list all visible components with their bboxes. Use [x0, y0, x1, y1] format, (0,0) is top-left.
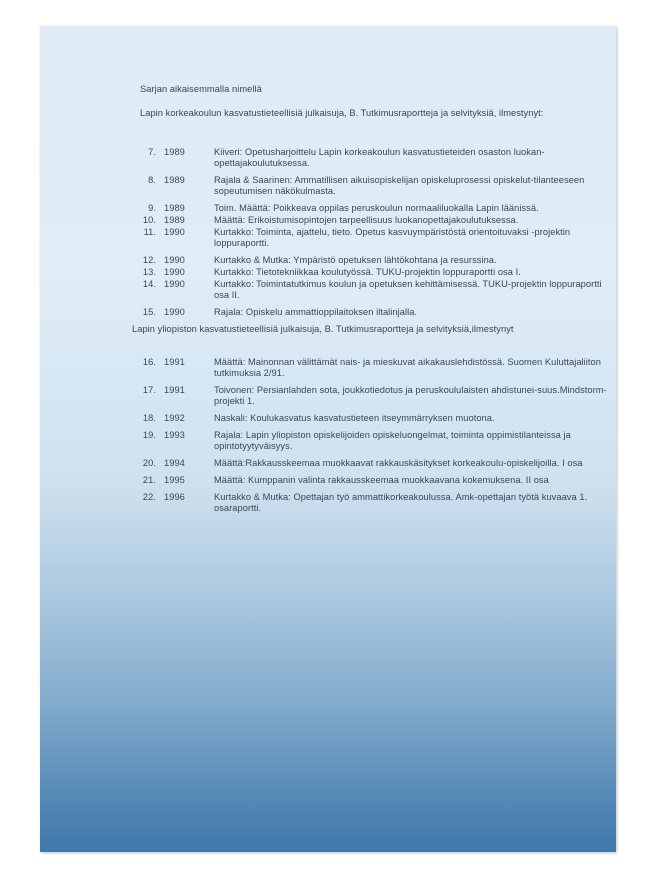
entry-text: Kiiveri: Opetusharjoittelu Lapin korkeakoulun kasvatustieteiden osaston luokan-opettajakoulutuksessa.: [214, 147, 545, 168]
list-item: [142, 430, 612, 452]
list-item: [142, 215, 612, 226]
publication-list-1: [142, 147, 612, 319]
list-item: [142, 413, 612, 424]
entry-number: 12.: [142, 255, 156, 265]
list-item: [142, 147, 612, 169]
publication-list-2: [142, 357, 612, 515]
entry-text: Naskali: Koulukasvatus kasvatustieteen itseymmärryksen muotona.: [214, 413, 495, 423]
entry-text: Määttä: Kumppanin valinta rakkausskeemaa muokkaavana kokemuksena. II osa: [214, 475, 549, 485]
section1-heading: Lapin korkeakoulun kasvatustieteellisiä julkaisuja, B. Tutkimusraportteja ja selvityksiä, ilmestynyt:: [140, 108, 544, 118]
entry-year: 1991: [164, 357, 185, 367]
list-item: [142, 267, 612, 278]
list-item: [142, 475, 612, 486]
entry-year: 1989: [164, 147, 185, 157]
entry-year: 1989: [164, 203, 185, 213]
list-item: [142, 175, 612, 197]
list-item: [142, 458, 612, 469]
entry-text: Määttä: Erikoistumisopintojen tarpeellisuus luokanopettajakoulutuksessa.: [214, 215, 519, 225]
entry-year: 1994: [164, 458, 185, 468]
entry-year: 1990: [164, 227, 185, 237]
entry-year: 1991: [164, 385, 185, 395]
list-item: [142, 307, 612, 318]
book-back-cover: [40, 26, 616, 852]
entry-number: 18.: [142, 413, 156, 423]
entry-number: 22.: [142, 492, 156, 502]
entry-number: 20.: [142, 458, 156, 468]
entry-text: Kurtakko & Mutka: Ympäristö opetuksen lähtökohtana ja resurssina.: [214, 255, 497, 265]
list-item: [142, 357, 612, 379]
list-item: [142, 227, 612, 249]
list-item: [142, 279, 612, 301]
entry-text: Rajala: Opiskelu ammattioppilaitoksen iltalinjalla.: [214, 307, 418, 317]
entry-year: 1990: [164, 267, 185, 277]
section2-heading: Lapin yliopiston kasvatustieteellisiä julkaisuja, B. Tutkimusraportteja ja selvityksiä,ilmestynyt: [132, 324, 514, 334]
entry-number: 15.: [142, 307, 156, 317]
entry-year: 1995: [164, 475, 185, 485]
entry-year: 1989: [164, 175, 185, 185]
series-heading: Sarjan aikaisemmalla nimellä: [140, 84, 262, 94]
entry-number: 11.: [143, 227, 156, 237]
entry-text: Kurtakko: Toimintatutkimus koulun ja opetuksen kehittämisessä. TUKU-projektin loppuraportti osa II.: [214, 279, 602, 300]
entry-text: Rajala: Lapin yliopiston opiskelijoiden opiskeluongelmat, toiminta oppimistilanteissa ja opintotyytyväisyys.: [214, 430, 571, 451]
entry-text: Kurtakko: Tietotekniikkaa koulutyössä. TUKU-projektin loppuraportti osa I.: [214, 267, 521, 277]
entry-year: 1996: [164, 492, 185, 502]
entry-number: 7.: [148, 147, 156, 157]
entry-number: 21.: [142, 475, 156, 485]
entry-text: Kurtakko & Mutka: Opettajan työ ammattikorkeakoulussa. Amk-opettajan työtä kuvaava 1. osaraportti.: [214, 492, 588, 513]
entry-text: Toim. Määttä: Poikkeava oppilas peruskoulun normaaliluokalla Lapin läänissä.: [214, 203, 539, 213]
entry-year: 1989: [164, 215, 185, 225]
entry-text: Määttä:Rakkausskeemaa muokkaavat rakkauskäsitykset korkeakoulu-opiskelijoilla. I osa: [214, 458, 583, 468]
entry-number: 13.: [142, 267, 156, 277]
entry-number: 19.: [142, 430, 156, 440]
entry-number: 8.: [148, 175, 156, 185]
entry-number: 16.: [142, 357, 156, 367]
entry-number: 9.: [148, 203, 156, 213]
entry-year: 1990: [164, 255, 185, 265]
list-item: [142, 385, 612, 407]
entry-text: Rajala & Saarinen: Ammatillisen aikuisopiskelijan opiskeluprosessi opiskelut-tilanteeseen sopeutumisen näkökulmasta.: [214, 175, 585, 196]
list-item: [142, 203, 612, 214]
entry-year: 1992: [164, 413, 185, 423]
entry-number: 10.: [142, 215, 156, 225]
entry-year: 1990: [164, 307, 185, 317]
entry-text: Toivonen: Persianlahden sota, joukkotiedotus ja peruskoululaisten ahdistunei-suus.Mindstorm-projekti 1.: [214, 385, 607, 406]
entry-year: 1990: [164, 279, 185, 289]
entry-text: Kurtakko: Toiminta, ajattelu, tieto. Opetus kasvuympäristöstä orientoituvaksi -projektin loppuraportti.: [214, 227, 571, 248]
entry-year: 1993: [164, 430, 185, 440]
entry-number: 14.: [142, 279, 156, 289]
list-item: [142, 255, 612, 266]
list-item: [142, 492, 612, 514]
entry-text: Määttä: Mainonnan välittämät nais- ja mieskuvat aikakauslehdistössä. Suomen Kuluttajaliiton tutkimuksia 2/91.: [214, 357, 601, 378]
entry-number: 17.: [142, 385, 156, 395]
